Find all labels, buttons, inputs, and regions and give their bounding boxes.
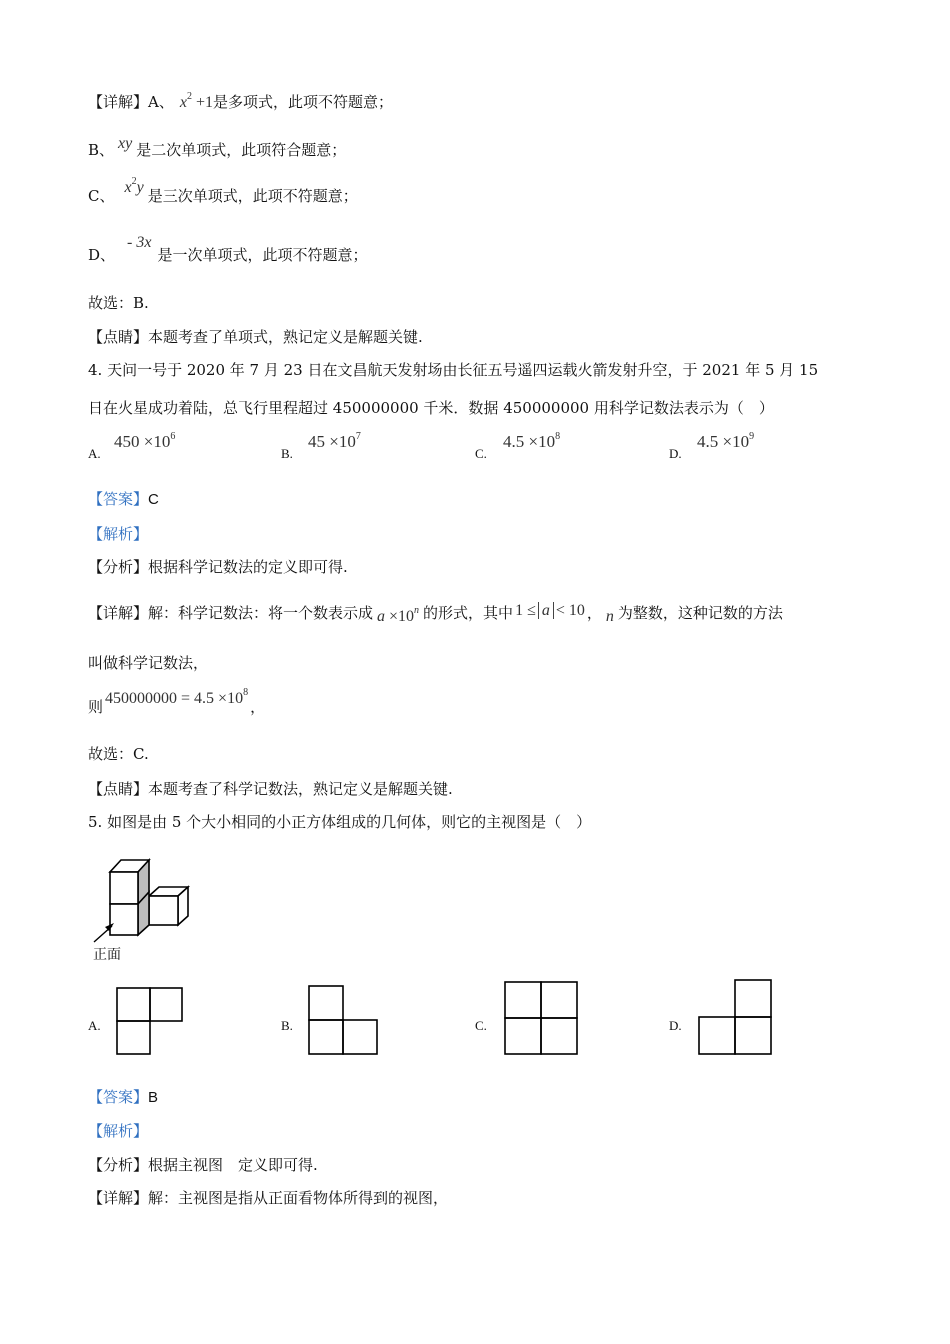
q3-option-a-line: 【详解】A、 $x^2 +1$是多项式，此项不符题意； [88,91,393,111]
q4-option-b-letter: B. [281,446,293,461]
q4-option-d-value: $4.5 \times 10^9$ [697,431,755,451]
front-label: 正面 [93,946,121,962]
q4-option-c-value: $4.5 \times 10^8$ [503,431,561,451]
q4-answer: 【答案】C [88,490,159,508]
q4-detail-line2: 叫做科学记数法， [88,654,209,672]
q4-choice: 故选：C. [88,745,149,763]
q3-c-math: $x^2y$ [124,176,144,196]
q5-option-d-letter: D. [669,1018,682,1033]
q5-analysis-label: 【解析】 [88,1122,149,1140]
q3-comment: 【点睛】本题考查了单项式，熟记定义是解题关键. [88,328,423,346]
q5-stem: 5. 如图是由 5 个大小相同的小正方体组成的几何体，则它的主视图是（ ） [88,813,592,831]
q5-option-c-figure [503,980,579,1056]
q4-ze-line: 则 $450000000 = 4.5 \times 10^8$， [88,687,266,716]
q5-option-b-figure [307,984,380,1056]
q4-option-a-letter: A. [88,446,101,461]
q3-option-c-line: C、 $x^2y$ 是三次单项式，此项不符题意； [88,176,358,205]
q4-stem-line1: 4. 天问一号于 2020 年 7 月 23 日在文昌航天发射场由长征五号遥四运载火箭发射升空，于 2021 年 5 月 15 [88,361,819,379]
q4-option-b-value: $45 \times 10^7$ [308,431,361,451]
q4-option-a-value: $450 \times 10^6$ [114,431,176,451]
q3-option-b-line: B、 xy 是二次单项式，此项符合题意； [88,135,347,159]
q4-detail-line1: 【详解】解：科学记数法：将一个数表示成 $a \times 10^n$ 的形式，其中 1 ≤ a < 10 ， n 为整数，这种记数的方法 [88,602,783,625]
cube-figure [90,852,200,944]
q4-fenxi: 【分析】根据科学记数法的定义即可得. [88,558,348,576]
q5-fenxi: 【分析】根据主视图 定义即可得. [88,1156,318,1174]
q5-option-b-letter: B. [281,1018,293,1033]
q4-comment: 【点睛】本题考查了科学记数法，熟记定义是解题关键. [88,780,453,798]
q4-analysis-label: 【解析】 [88,525,149,543]
q3-choice: 故选：B. [88,294,149,312]
q3-d-math: - 3x [127,234,152,251]
q5-detail: 【详解】解：主视图是指从正面看物体所得到的视图， [88,1189,449,1207]
q3-option-d-line: D、- 3x是一次单项式，此项不符题意； [88,234,368,264]
q4-stem-line2: 日在火星成功着陆，总飞行里程超过 450000000 千米．数据 450000000 用科学记数法表示为（ ） [88,399,774,417]
q4-option-c-letter: C. [475,446,487,461]
q3-a-math: $x^2 +1$ [179,91,213,111]
q4-option-d-letter: D. [669,446,682,461]
q3-b-math: xy [118,135,133,152]
q5-option-d-figure [697,978,775,1056]
q5-option-a-figure [115,986,185,1056]
q5-answer: 【答案】B [88,1088,159,1106]
q5-option-c-letter: C. [475,1018,487,1033]
q5-option-a-letter: A. [88,1018,101,1033]
